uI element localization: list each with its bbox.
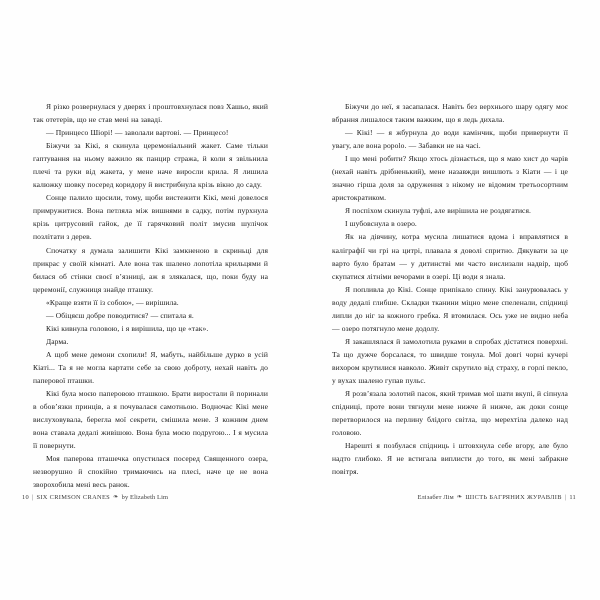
left-page-text <box>33 100 268 491</box>
footer-separator: | <box>31 494 34 501</box>
page-number: 10 <box>22 494 29 501</box>
paragraph: Спочатку я думала залишити Кікі замкненою в скриньці для прикрас у своїй кімнаті. Але вона так шалено лопотіла крильцями й билася об стінки своєї в’язниці, аж я злякалася, що, поки буду на церемонії, служниця знайде пташку. <box>33 245 268 294</box>
paragraph: І що мені робити? Якщо хтось дізнається, що я маю хист до чарів (нехай навіть дрібненький), мене назавжди вишлють з Кіати — і це значно гірша доля за одруження з нікому не відомим третьосортним аристократиком. <box>332 154 568 203</box>
crane-ornament-icon: ❧ <box>113 493 119 501</box>
paragraph: Сонце палило щосили, тому, щоби вистежити Кікі, мені довелося примружитися. Вона петляла між вишнями в садку, потім пурхнула крізь цитрусовий гайок, де її гарячковий політ змусив шулічок позлітати з дерев. <box>33 193 268 242</box>
right-page-text <box>332 100 568 478</box>
paragraph: Моя паперова пташечка опустилася посеред Священного озера, незворушно й спокійно тримаючись на плесі, наче це не вона зворохобила мені весь ранок. <box>33 454 268 490</box>
paragraph: Я розв’язала золотий пасок, який тримав мої шати вкупі, й сіпнула спідниці, проте вони тягнули мене нижче й нижче, аж доки сонце перетворилося на перлину блідого світла, що мерехтіла далеко над головою. <box>332 389 568 438</box>
paragraph: Кікі кивнула головою, і я вирішила, що це «так». <box>46 323 209 333</box>
paragraph: Нарешті я позбулася спідниць і штовхнула себе вгору, але було надто глибоко. Я не встигала виплисти до того, як мені забракне повітря. <box>332 441 568 477</box>
paragraph: — Обіцяєш добре поводитися? — спитала я. <box>46 310 194 320</box>
crane-ornament-icon: ❧ <box>456 493 463 501</box>
book-title-en: SIX CRIMSON CRANES <box>36 494 111 501</box>
paragraph: Я закашлялася й замолотила руками в спробах дістатися поверхні. Та що дужче борсалася, то швидше тонула. Мої довгі чорні кучері вихором крутилися навколо. Живіт скрутило від страху, в горлі пекло, у вухах шалено гупав пульс. <box>332 336 568 385</box>
paragraph: Як на дівчину, котра мусила лишатися вдома і вправлятися в каліграфії чи грі на цитрі, плавала я доволі спритно. Дякувати за це варто було братам — у дитинстві ми часто вислизали надвір, щоб скупатися літніми вечорами в озері. Ці води я знала. <box>332 232 568 281</box>
book-title-uk: ШІСТЬ БАГРЯНИХ ЖУРАВЛІВ <box>465 494 562 501</box>
paragraph: А щоб мене демони схопили! Я, мабуть, найбільше дурко в усій Кіаті... Та я не могла картати себе за свою доброту, нехай навіть до паперової пташки. <box>33 349 268 385</box>
paragraph: Біжучи за Кікі, я скинула церемоніальний жакет. Саме тільки гаптування на ньому важило як панцир стража, й коли я звільнила плечі та руки від жакета, у мене наче виросли крила. Я лишила калюжку шовку посеред коридору й вистрибнула крізь вікно до саду. <box>33 141 268 190</box>
left-page-footer <box>0 491 300 505</box>
right-page-footer <box>300 491 600 505</box>
paragraph: Кікі була моєю паперовою пташкою. Брати виростали й поринали в обов’язки принців, а я почувалася самотньою. Водночас Кікі мене вислуховувала, берегла мої секрети, смішила мене. З кожним днем вона ставала дедалі живішою. Вона була моєю подругою... І я мусила її повернути. <box>33 389 268 451</box>
right-page <box>300 0 600 600</box>
paragraph: — Кікі! — я жбурнула до води камінчик, щоби привернути її увагу, але вона popolo. — Забавки не на часі. <box>332 128 568 151</box>
paragraph: — Принцесо Шіорі! — заволали вартові. — Принцесо! <box>46 128 229 138</box>
paragraph: Я попливла до Кікі. Сонце припікало спину. Кікі занурювалась у воду дедалі глибше. Складки тканини міцно мене спеленали, спідниці липли до ніг за кожного гребка. Я втомилася. Ось уже не видно неба — озеро потягнуло мене додолу. <box>332 284 568 333</box>
book-author-uk: Елізабет Лім <box>417 494 454 501</box>
paragraph: Дарма. <box>46 336 69 346</box>
paragraph: Я поспіхом скинула туфлі, але вирішила не роздягатися. <box>345 206 531 216</box>
page-number: 11 <box>569 494 576 501</box>
paragraph: Біжучи до неї, я засапалася. Навіть без верхнього шару одягу моє вбрання лишалося таким важким, що я ледь дихала. <box>332 102 568 125</box>
paragraph: «Краще взяти її із собою», — вирішила. <box>46 297 179 307</box>
footer-separator: | <box>564 494 567 501</box>
paragraph: Я різко розвернулася у дверях і проштовхнулася повз Хашьо, який так отетерів, що не став мені на заваді. <box>33 102 268 125</box>
paragraph: І шубовснула в озеро. <box>345 219 417 229</box>
book-author-en: by Elizabeth Lim <box>121 494 169 501</box>
